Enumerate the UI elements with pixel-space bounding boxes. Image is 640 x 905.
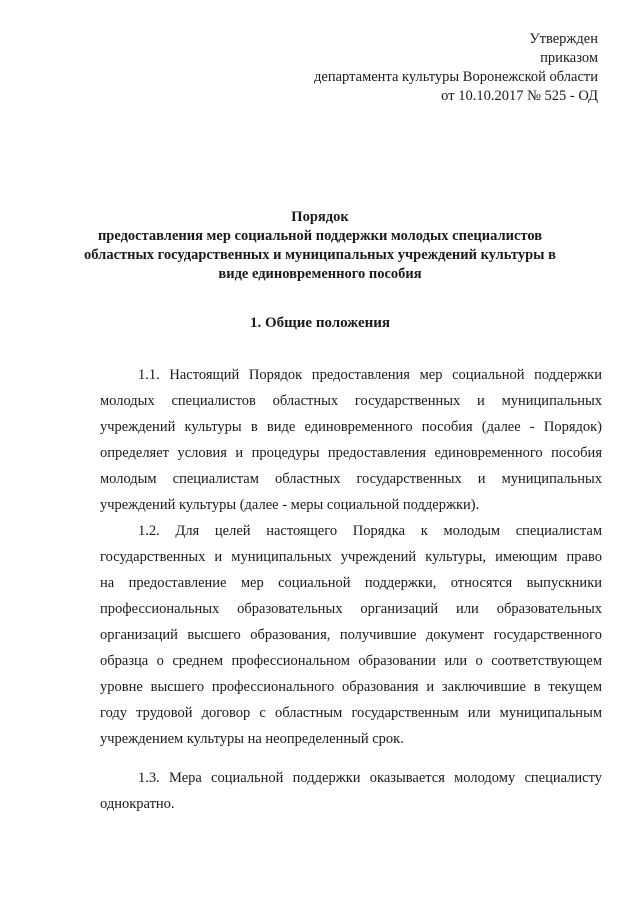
document-title bbox=[0, 208, 640, 284]
approval-line-department: департамента культуры Воронежской области bbox=[314, 69, 598, 85]
paragraph-line: на предоставление мер социальной поддержки, относятся выпускники bbox=[100, 575, 602, 591]
paragraph-line: однократно. bbox=[100, 796, 175, 812]
title-line: виде единовременного пособия bbox=[218, 266, 422, 282]
paragraph-line: определяет условия и процедуры предоставления единовременного пособия bbox=[100, 445, 602, 461]
section-heading: 1. Общие положения bbox=[249, 315, 391, 331]
title-line: предоставления мер социальной поддержки молодых специалистов bbox=[97, 228, 543, 244]
paragraph-line: учреждений культуры (далее - меры социальной поддержки). bbox=[100, 497, 480, 513]
paragraph-line: учреждением культуры на неопределенный срок. bbox=[100, 731, 404, 747]
title-line: Порядок bbox=[291, 209, 349, 225]
title-line: областных государственных и муниципальных учреждений культуры в bbox=[84, 247, 556, 263]
paragraph-1-1 bbox=[100, 362, 602, 518]
approval-line-date-number: от 10.10.2017 № 525 - ОД bbox=[441, 88, 598, 104]
paragraph-line: молодых специалистов областных государственных и муниципальных bbox=[100, 393, 602, 409]
paragraph-1-3 bbox=[100, 765, 602, 817]
approval-stamp bbox=[314, 30, 598, 106]
paragraph-line: государственных и муниципальных учреждений культуры, имеющим право bbox=[100, 549, 602, 565]
paragraph-line: 1.3. Мера социальной поддержки оказывается молодому специалисту bbox=[138, 770, 602, 786]
paragraph-line: 1.2. Для целей настоящего Порядка к молодым специалистам bbox=[138, 523, 602, 539]
paragraph-line: профессиональных образовательных организаций или образовательных bbox=[100, 601, 602, 617]
paragraph-line: уровне высшего профессионального образования и заключившие в текущем bbox=[100, 679, 602, 695]
approval-line-approved: Утвержден bbox=[529, 31, 598, 47]
paragraph-line: году трудовой договор с областным государственным или муниципальным bbox=[100, 705, 602, 721]
paragraph-line: образца о среднем профессиональном образовании или о соответствующем bbox=[100, 653, 602, 669]
paragraph-line: организаций высшего образования, получившие документ государственного bbox=[100, 627, 602, 643]
paragraph-line: учреждений культуры в виде единовременного пособия (далее - Порядок) bbox=[100, 419, 602, 435]
approval-line-order: приказом bbox=[540, 50, 598, 66]
paragraph-line: молодым специалистам областных государственных и муниципальных bbox=[100, 471, 602, 487]
paragraph-1-2 bbox=[100, 518, 602, 752]
paragraph-line: 1.1. Настоящий Порядок предоставления мер социальной поддержки bbox=[138, 367, 602, 383]
